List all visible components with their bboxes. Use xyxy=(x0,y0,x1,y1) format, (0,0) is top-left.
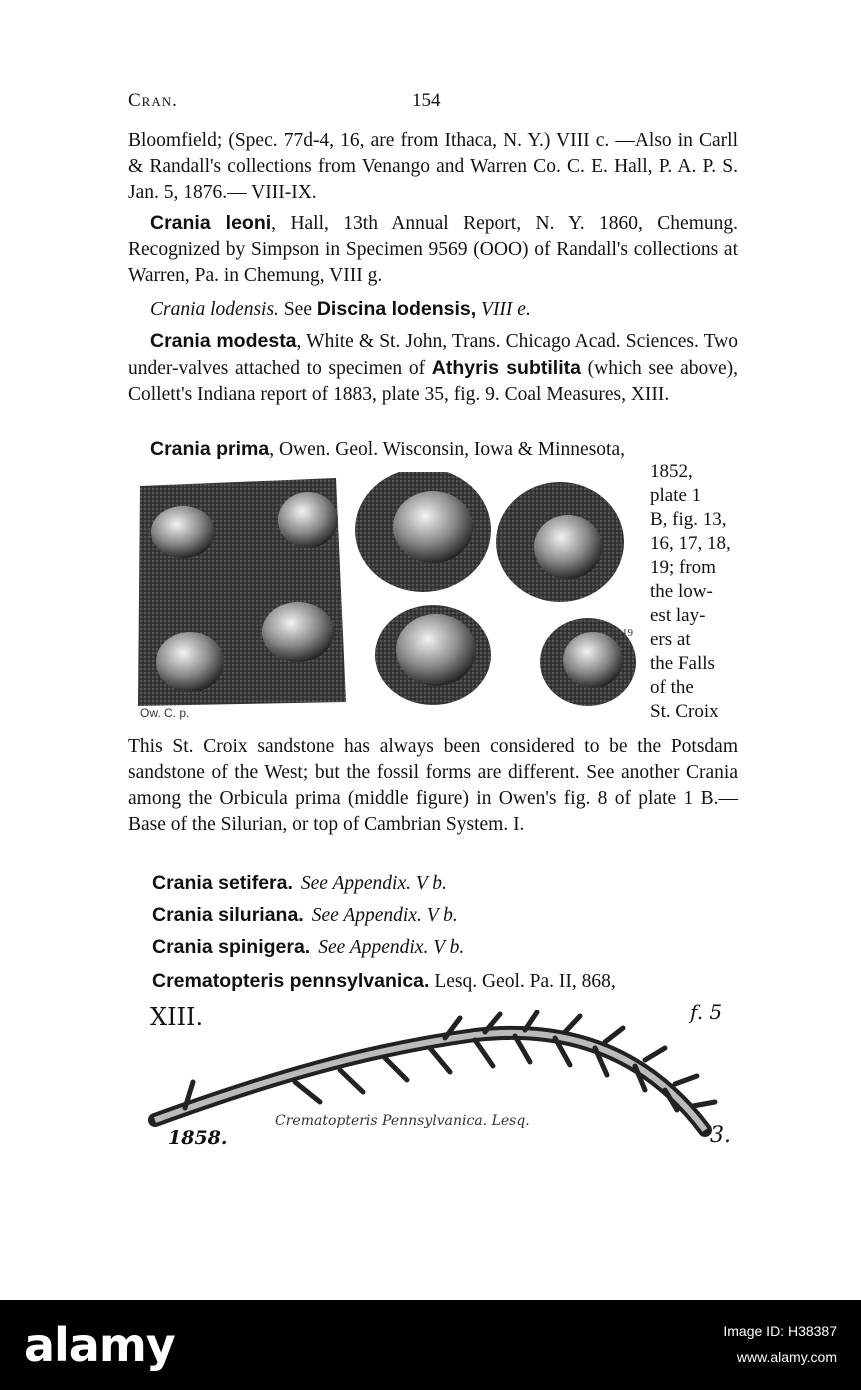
shell xyxy=(151,506,215,558)
entry-crania-setifera xyxy=(152,872,447,895)
running-header: Cran. xyxy=(128,90,178,111)
shell xyxy=(534,515,602,579)
entry-crania-siluriana xyxy=(152,904,458,927)
image-id-block xyxy=(723,1318,837,1370)
entry-crania-spinigera xyxy=(152,936,464,959)
paragraph-crania-modesta xyxy=(128,328,738,408)
side-line: 1852, xyxy=(650,461,693,482)
genus-name-2: Athyris subtilita xyxy=(431,357,581,379)
page-number: 154 xyxy=(412,90,441,111)
figure-caption: Crematopteris Pennsylvanica. Lesq. xyxy=(275,1113,530,1129)
site-url: www.alamy.com xyxy=(736,1349,837,1365)
genus-name: Crania prima xyxy=(150,438,270,460)
shell xyxy=(262,602,334,662)
side-line: 16, 17, 18, xyxy=(650,533,731,554)
appendix-ref: See Appendix. V b. xyxy=(300,873,447,894)
genus-name: Crania setifera. xyxy=(152,872,293,894)
side-line: the Falls xyxy=(650,653,715,674)
side-line: B, fig. 13, xyxy=(650,509,727,530)
watermark-footer xyxy=(0,1300,861,1390)
side-line: St. Croix xyxy=(650,701,719,722)
image-id: Image ID: H38387 xyxy=(723,1323,837,1339)
figure-number: 19 xyxy=(622,627,633,639)
entry-crematopteris xyxy=(152,970,616,993)
paragraph-crania-leoni xyxy=(128,210,738,289)
handwritten-year: 1858. xyxy=(168,1127,228,1149)
handwritten-horizon: XIII. xyxy=(150,1003,204,1031)
genus-name: Crania siluriana. xyxy=(152,904,304,926)
crematopteris-illustration xyxy=(145,1010,735,1150)
paragraph-bloomfield: Bloomfield; (Spec. 77d-4, 16, are from Ithaca, N. Y.) VIII c. —Also in Carll & Randall's collections from Venango and Warren Co. C. E. Hall, P. A. P. S. Jan. 5, 1876.— VIII-IX. xyxy=(128,130,738,203)
see-text: See xyxy=(278,299,317,320)
genus-name: Crania spinigera. xyxy=(152,936,311,958)
horizon-text: VIII e. xyxy=(476,299,531,320)
shell xyxy=(563,632,623,688)
figure-credit: Ow. C. p. xyxy=(140,706,190,720)
shell xyxy=(278,492,338,548)
paragraph-crania-prima xyxy=(128,436,738,463)
appendix-ref: See Appendix. V b. xyxy=(311,905,458,926)
shell xyxy=(156,632,224,692)
entry-text-2: (which see above), Collett's Indiana report of 1883, plate 35, fig. 9. Coal Measures, XIII. xyxy=(128,358,738,405)
side-line: 19; from xyxy=(650,557,716,578)
side-line: ers at xyxy=(650,629,691,650)
side-line: of the xyxy=(650,677,694,698)
side-line: plate 1 xyxy=(650,485,702,506)
handwritten-number: 3. xyxy=(710,1123,731,1148)
genus-name: Crematopteris pennsylvanica. xyxy=(152,970,430,992)
handwritten-figure: f. 5 xyxy=(690,1000,723,1024)
genus-name: Crania leoni xyxy=(150,212,272,234)
side-column-text xyxy=(650,460,738,724)
entry-text: , Hall, 13th Annual Report, N. Y. 1860, Chemung. Recognized by Simpson in Specimen 9569 (OOO) of Randall's collections at Warren, Pa. in Chemung, VIII g. xyxy=(128,213,738,286)
genus-name: Crania modesta xyxy=(150,330,297,352)
paragraph-st-croix: This St. Croix sandstone has always been considered to be the Potsdam sandstone of the West; but the fossil forms are different. See another Crania among the Orbicula prima (middle figure) in Owen's fig. 8 of plate 1 B.—Base of the Silurian, or top of Cambrian System. I. xyxy=(128,736,738,835)
crania-fossil-figure xyxy=(128,472,643,722)
shell xyxy=(396,614,476,686)
side-line: est lay- xyxy=(650,605,706,626)
brand-logo: alamy xyxy=(24,1318,175,1372)
shell xyxy=(393,491,473,563)
genus-italic: Crania lodensis. xyxy=(150,299,279,320)
paragraph-crania-lodensis xyxy=(128,296,738,323)
side-line: the low- xyxy=(650,581,713,602)
entry-text: , Owen. Geol. Wisconsin, Iowa & Minnesota, xyxy=(269,439,625,460)
entry-text: , White & St. John, Trans. Chicago Acad. Sciences. Two under-valves attached to specimen of xyxy=(128,331,738,379)
reference-text: Lesq. Geol. Pa. II, 868, xyxy=(434,971,616,992)
genus-name: Discina lodensis, xyxy=(316,298,477,320)
appendix-ref: See Appendix. V b. xyxy=(318,937,465,958)
